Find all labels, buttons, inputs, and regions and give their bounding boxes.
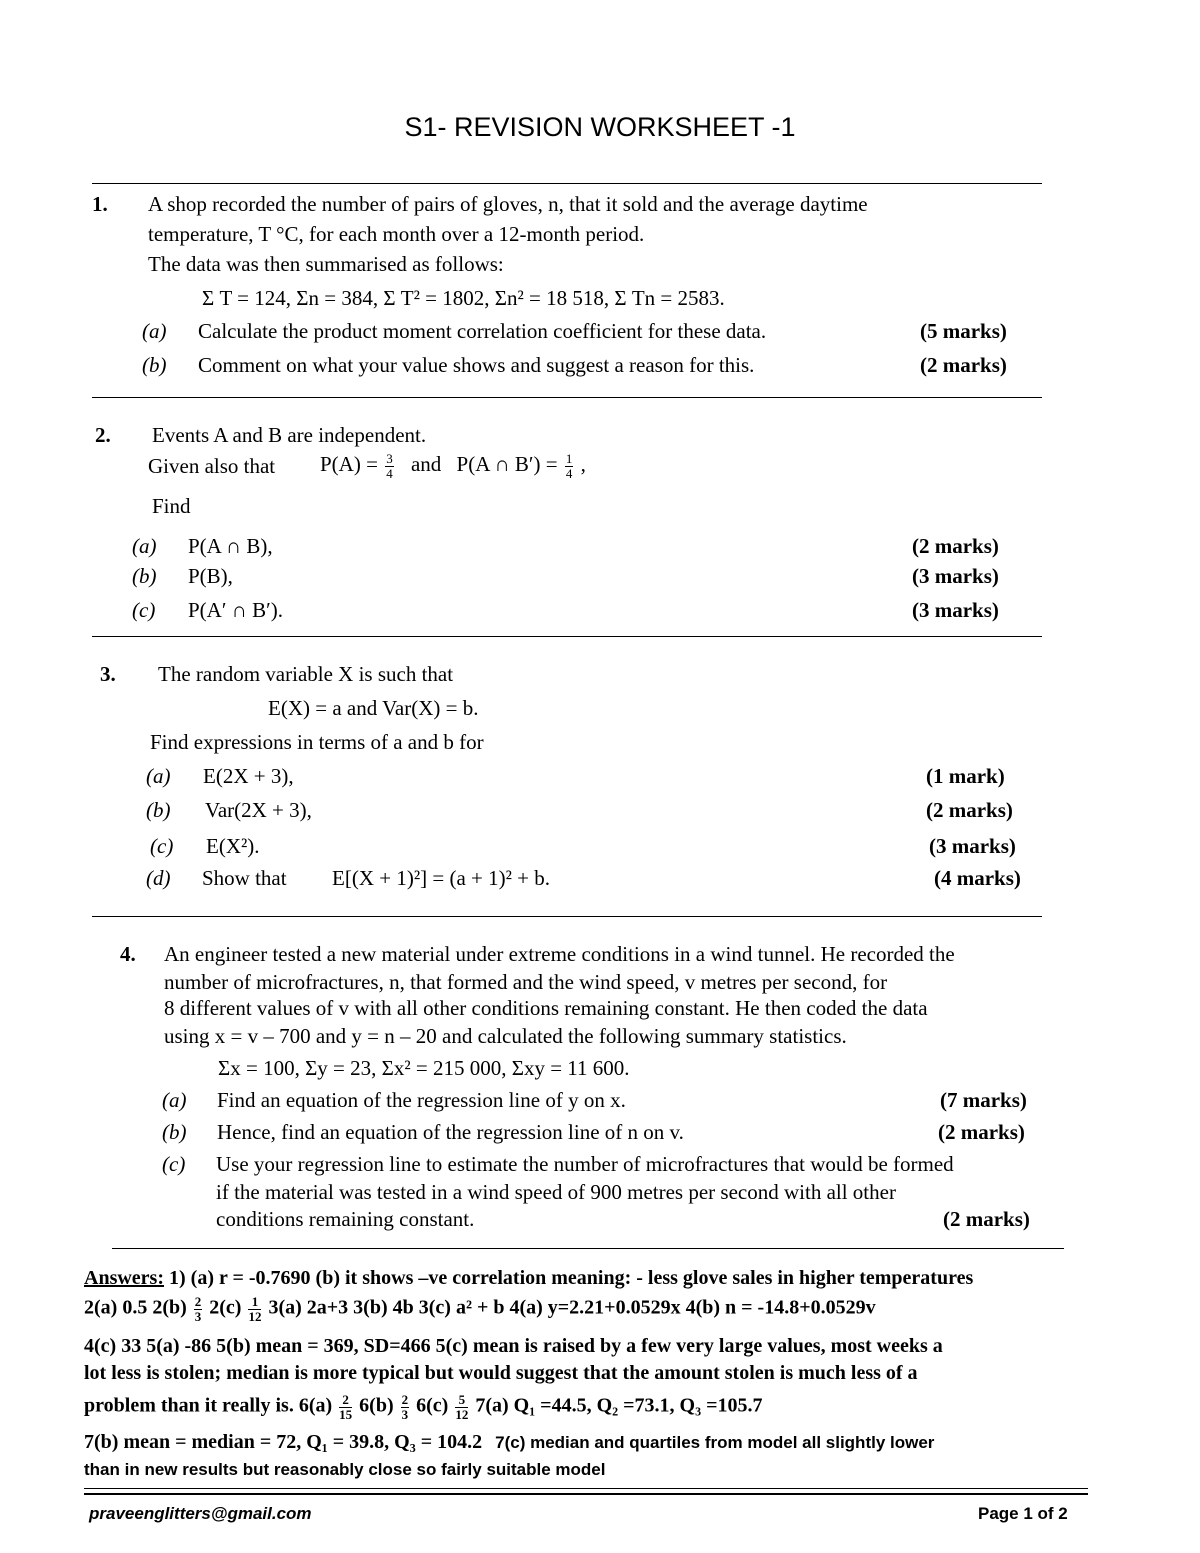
p-a-not-b-label: P(A ∩ B′) = <box>456 451 558 476</box>
part-text: Show that <box>202 866 287 890</box>
question-text: Given also that <box>148 454 276 478</box>
part-text: P(A′ ∩ B′). <box>188 598 283 622</box>
and-text: and <box>410 451 442 476</box>
marks: (1 mark) <box>926 764 1005 788</box>
answer-text: 7(c) median and quartiles from model all slightly lower <box>495 1433 935 1452</box>
question-text: A shop recorded the number of pairs of gloves, n, that it sold and the average daytime <box>148 192 868 216</box>
summary-statistics: Σ T = 124, Σn = 384, Σ T² = 1802, Σn² = 18 518, Σ Tn = 2583. <box>202 286 725 310</box>
part-text: Comment on what your value shows and suggest a reason for this. <box>198 353 755 377</box>
page-number: Page 1 of 2 <box>978 1504 1068 1523</box>
p-a-label: P(A) = <box>320 451 378 476</box>
answers-line: lot less is stolen; median is more typical but would suggest that the amount stolen is much less of a <box>84 1362 918 1384</box>
part-text: Hence, find an equation of the regression line of n on v. <box>217 1120 684 1144</box>
answer-text: 7(a) Q₁ =44.5, Q₂ =73.1, Q₃ =105.7 <box>475 1394 763 1417</box>
part-text: P(B), <box>188 564 233 588</box>
part-label: (b) <box>142 353 167 377</box>
fraction: $\frac{2}{15}$ <box>339 1392 353 1422</box>
question-expression: E(X) = a and Var(X) = b. <box>268 696 479 720</box>
part-label: (b) <box>162 1120 187 1144</box>
part-label: (b) <box>132 564 157 588</box>
question-number: 3. <box>100 662 116 686</box>
divider <box>92 636 1042 637</box>
footer-email: praveenglitters@gmail.com <box>89 1504 312 1523</box>
marks: (2 marks) <box>943 1207 1030 1231</box>
question-text: The random variable X is such that <box>158 662 454 686</box>
marks: (5 marks) <box>920 319 1007 343</box>
marks: (3 marks) <box>912 598 999 622</box>
marks: (4 marks) <box>934 866 1021 890</box>
answers-line: 4(c) 33 5(a) -86 5(b) mean = 369, SD=466 5(c) mean is raised by a few very large values, most weeks a <box>84 1335 943 1357</box>
answers-line <box>84 1267 973 1290</box>
marks: (2 marks) <box>926 798 1013 822</box>
question-text: 8 different values of v with all other conditions remaining constant. He then coded the data <box>164 996 928 1020</box>
marks: (2 marks) <box>920 353 1007 377</box>
marks: (2 marks) <box>938 1120 1025 1144</box>
question-text: Events A and B are independent. <box>152 423 427 447</box>
part-label: (a) <box>146 764 171 788</box>
part-text: E(2X + 3), <box>203 764 294 788</box>
part-label: (c) <box>132 598 156 622</box>
answer-text: 2(c) <box>209 1296 242 1319</box>
part-text: E(X²). <box>206 834 260 858</box>
divider <box>112 1248 1064 1249</box>
question-text: Find expressions in terms of a and b for <box>150 730 484 754</box>
part-label: (a) <box>162 1088 187 1112</box>
comma: , <box>580 451 586 476</box>
part-text: conditions remaining constant. <box>216 1207 475 1231</box>
question-text: Find <box>152 494 191 518</box>
footer-divider <box>84 1493 1088 1495</box>
marks: (2 marks) <box>912 534 999 558</box>
fraction: $\frac{5}{12}$ <box>455 1392 469 1422</box>
answer-text: 2(a) 0.5 2(b) <box>84 1296 187 1319</box>
question-text: number of microfractures, n, that formed and the wind speed, v metres per second, for <box>164 970 888 994</box>
answer-text: 7(b) mean = median = 72, Q₁ = 39.8, Q₃ = 104.2 <box>84 1431 483 1453</box>
question-number: 2. <box>95 423 111 447</box>
divider <box>92 183 1042 184</box>
marks: (3 marks) <box>912 564 999 588</box>
answer-text: 3(a) 2a+3 3(b) 4b 3(c) a² + b 4(a) y=2.21+0.0529x 4(b) n = -14.8+0.0529v <box>268 1296 876 1319</box>
divider <box>92 397 1042 398</box>
answers-line <box>84 1295 876 1323</box>
answers-line <box>84 1393 762 1421</box>
marks: (3 marks) <box>929 834 1016 858</box>
question-text: An engineer tested a new material under extreme conditions in a wind tunnel. He recorded the <box>164 942 955 966</box>
part-label: (a) <box>142 319 167 343</box>
answer-text: 1) (a) r = -0.7690 (b) it shows –ve correlation meaning: - less glove sales in higher temperatures <box>169 1267 974 1289</box>
fraction: $\frac{3}{4}$ <box>386 451 393 481</box>
marks: (7 marks) <box>940 1088 1027 1112</box>
fraction: $\frac{2}{3}$ <box>401 1392 409 1422</box>
part-label: (c) <box>162 1152 186 1176</box>
fraction: $\frac{1}{4}$ <box>565 451 573 481</box>
question-number: 1. <box>92 192 108 216</box>
part-label: (c) <box>150 834 174 858</box>
fraction: $\frac{2}{3}$ <box>194 1294 202 1324</box>
part-text: Find an equation of the regression line of y on x. <box>217 1088 626 1112</box>
page-title: S1- REVISION WORKSHEET -1 <box>404 112 796 142</box>
part-text: if the material was tested in a wind speed of 900 metres per second with all other <box>216 1180 896 1204</box>
given-probabilities <box>320 452 586 480</box>
part-label: (b) <box>146 798 171 822</box>
answers-line <box>84 1431 934 1454</box>
summary-statistics: Σx = 100, Σy = 23, Σx² = 215 000, Σxy = 11 600. <box>218 1056 630 1080</box>
part-expression: E[(X + 1)²] = (a + 1)² + b. <box>332 866 550 890</box>
part-label: (a) <box>132 534 157 558</box>
question-number: 4. <box>120 942 136 966</box>
part-text: Use your regression line to estimate the number of microfractures that would be formed <box>216 1152 954 1176</box>
question-text: The data was then summarised as follows: <box>148 252 504 276</box>
part-text: Calculate the product moment correlation coefficient for these data. <box>198 319 767 343</box>
fraction: $\frac{1}{12}$ <box>248 1294 262 1324</box>
question-text: using x = v – 700 and y = n – 20 and calculated the following summary statistics. <box>164 1024 847 1048</box>
part-text: Var(2X + 3), <box>205 798 312 822</box>
part-text: P(A ∩ B), <box>188 534 273 558</box>
answer-text: 6(b) <box>359 1394 394 1417</box>
divider <box>92 916 1042 917</box>
answers-heading: Answers: <box>84 1267 164 1289</box>
answer-text: 6(c) <box>416 1394 449 1417</box>
answer-text: problem than it really is. 6(a) <box>84 1394 333 1417</box>
divider <box>84 1488 1088 1489</box>
question-text: temperature, T °C, for each month over a 12-month period. <box>148 222 645 246</box>
answers-line: than in new results but reasonably close so fairly suitable model <box>84 1460 606 1479</box>
part-label: (d) <box>146 866 171 890</box>
